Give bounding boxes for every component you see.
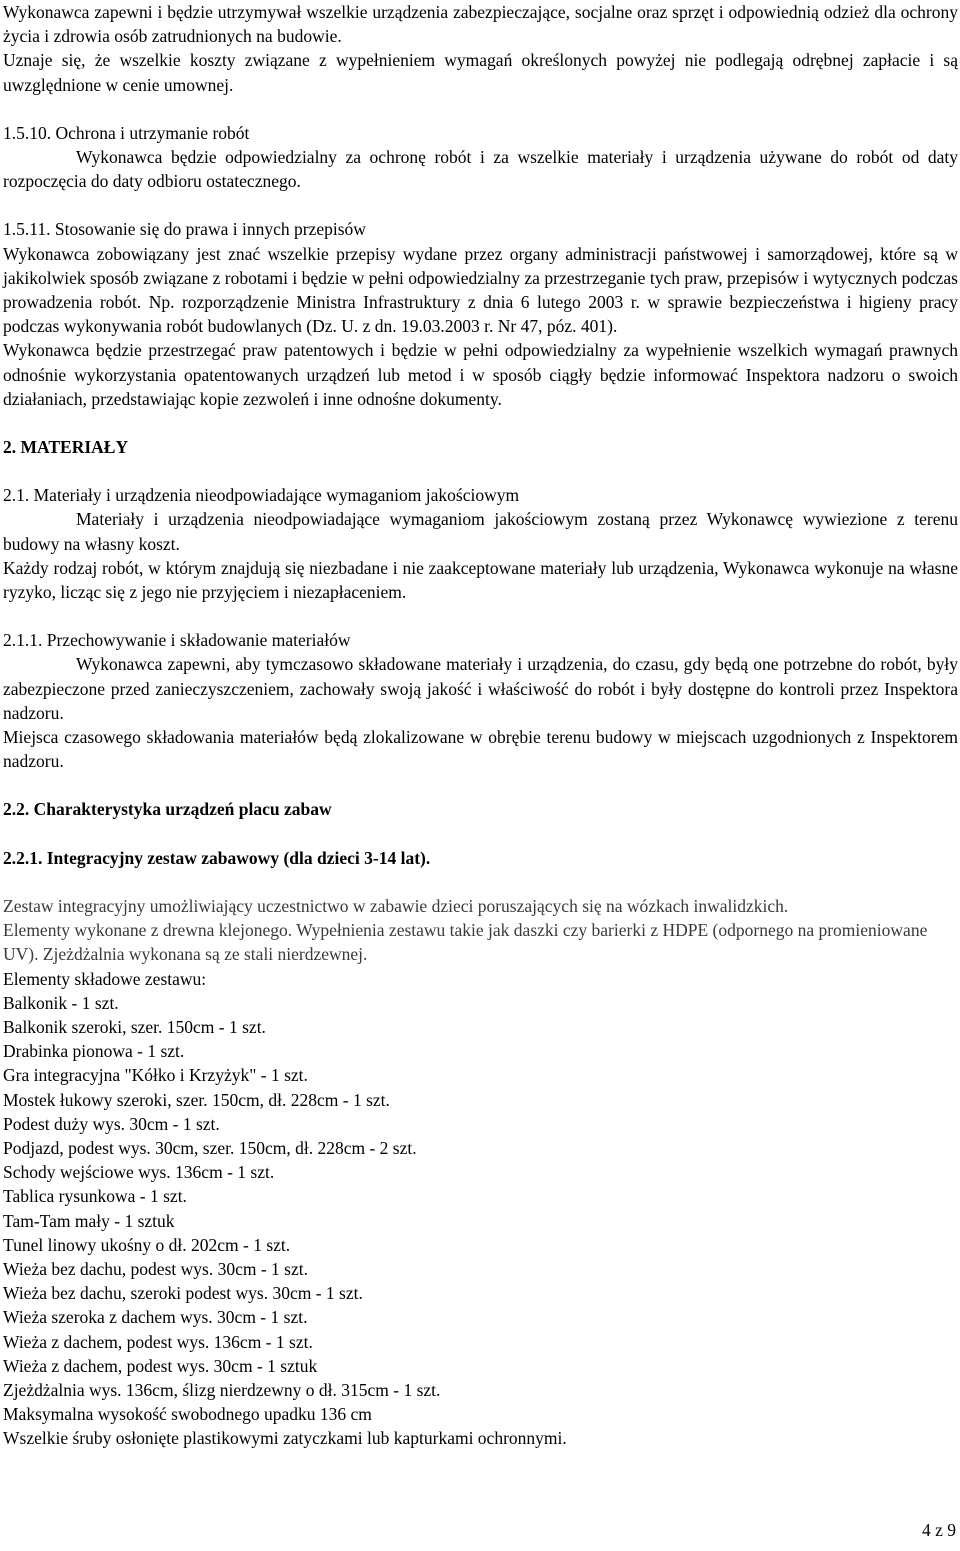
section-2-1-paragraph-2: Każdy rodzaj robót, w którym znajdują się niezbadane i nie zaakceptowane materiały lub urządzenia, Wykonawca wykonuje na własne ryzyko, licząc się z jego nie przyjęciem i niezapłaceniem. <box>3 557 958 603</box>
list-item: Mostek łukowy szeroki, szer. 150cm, dł. 228cm - 1 szt. <box>3 1089 390 1110</box>
set-description-2: Elementy wykonane z drewna klejonego. Wypełnienia zestawu takie jak daszki czy barierki z HDPE (odpornego na promieniowane UV). Zjeżdżalnia wykonana są ze stali nierdzewnej. <box>3 920 928 965</box>
list-item: Zjeżdżalnia wys. 136cm, ślizg nierdzewny o dł. 315cm - 1 szt. <box>3 1379 441 1400</box>
set-description-1: Zestaw integracyjny umożliwiający uczestnictwo w zabawie dzieci poruszających się na wózkach inwalidzkich. <box>3 895 789 916</box>
components-list-title: Elementy składowe zestawu: <box>3 968 207 989</box>
components-list <box>3 991 958 1451</box>
section-2-1-1-paragraph-2: Miejsca czasowego składowania materiałów będą zlokalizowane w obrębie terenu budowy w miejscach uzgodnionych z Inspektorem nadzoru. <box>3 727 958 772</box>
section-1-5-10-body: Wykonawca będzie odpowiedzialny za ochronę robót i za wszelkie materiały i urządzenia używane do robót od daty rozpoczęcia do daty odbioru ostatecznego. <box>3 147 958 192</box>
list-item: Balkonik - 1 szt. <box>3 992 119 1013</box>
document-page <box>3 0 958 1451</box>
intro-paragraph-costs: Uznaje się, że wszelkie koszty związane z wypełnieniem wymagań określonych powyżej nie podlegają odrębnej zapłacie i są uwzględnione w cenie umownej. <box>3 50 958 95</box>
section-1-5-10-heading: 1.5.10. Ochrona i utrzymanie robót <box>3 122 250 143</box>
list-item: Tablica rysunkowa - 1 szt. <box>3 1186 187 1207</box>
list-item: Wieża z dachem, podest wys. 30cm - 1 sztuk <box>3 1355 318 1376</box>
section-2-1-1-paragraph-1: Wykonawca zapewni, aby tymczasowo składowane materiały i urządzenia, do czasu, gdy będą one potrzebne do robót, były zabezpieczone przed zanieczyszczeniem, zachowały swoją jakość i właściwość do robót i były dostępne do kontroli przez Inspektora nadzoru. <box>3 654 958 723</box>
section-1-5-11-paragraph-1: Wykonawca zobowiązany jest znać wszelkie przepisy wydane przez organy administracji państwowej i samorządowej, które są w jakikolwiek sposób związane z robotami i będzie w pełni odpowiedzialny za przestrzeganie tych praw, przepisów i wytycznych podczas prowadzenia robót. Np. rozporządzenie Ministra Infrastruktury z dnia 6 lutego 2003 r. w sprawie bezpieczeństwa i higieny pracy podczas wykonywania robót budowlanych (Dz. U. z dn. 19.03.2003 r. Nr 47, póz. 401). <box>3 243 958 337</box>
list-item: Wieża bez dachu, szeroki podest wys. 30cm - 1 szt. <box>3 1283 363 1304</box>
section-2-2-heading: 2.2. Charakterystyka urządzeń placu zabaw <box>3 799 332 820</box>
section-2-1-heading: 2.1. Materiały i urządzenia nieodpowiadające wymaganiom jakościowym <box>3 485 520 506</box>
list-item: Wieża bez dachu, podest wys. 30cm - 1 szt. <box>3 1258 308 1279</box>
intro-paragraph-safety: Wykonawca zapewni i będzie utrzymywał wszelkie urządzenia zabezpieczające, socjalne oraz sprzęt i odpowiednią odzież dla ochrony życia i zdrowia osób zatrudnionych na budowie. <box>3 2 958 47</box>
list-item: Tam-Tam mały - 1 sztuk <box>3 1210 175 1231</box>
section-2-heading: 2. MATERIAŁY <box>3 437 129 458</box>
section-2-2-1-heading: 2.2.1. Integracyjny zestaw zabawowy (dla dzieci 3-14 lat). <box>3 847 431 868</box>
section-2-1-1-heading: 2.1.1. Przechowywanie i składowanie materiałów <box>3 630 351 651</box>
list-item: Podest duży wys. 30cm - 1 szt. <box>3 1113 220 1134</box>
list-item: Wieża z dachem, podest wys. 136cm - 1 szt. <box>3 1331 313 1352</box>
list-item: Drabinka pionowa - 1 szt. <box>3 1041 185 1062</box>
list-item: Schody wejściowe wys. 136cm - 1 szt. <box>3 1162 275 1183</box>
section-1-5-11-paragraph-2: Wykonawca będzie przestrzegać praw patentowych i będzie w pełni odpowiedzialny za wypełnienie wszelkich wymagań prawnych odnośnie wykorzystania opatentowanych urządzeń lub metod i w sposób ciągły będzie informować Inspektora nadzoru o swoich działaniach, przedstawiając kopie zezwoleń i inne odnośne dokumenty. <box>3 340 958 409</box>
list-item: Podjazd, podest wys. 30cm, szer. 150cm, dł. 228cm - 2 szt. <box>3 1137 417 1158</box>
section-1-5-11-heading: 1.5.11. Stosowanie się do prawa i innych przepisów <box>3 219 366 240</box>
list-item: Maksymalna wysokość swobodnego upadku 136 cm <box>3 1404 372 1425</box>
list-item: Balkonik szeroki, szer. 150cm - 1 szt. <box>3 1016 266 1037</box>
page-number: 4 z 9 <box>921 1520 956 1540</box>
list-item: Wieża szeroka z dachem wys. 30cm - 1 szt. <box>3 1307 308 1328</box>
list-item: Tunel linowy ukośny o dł. 202cm - 1 szt. <box>3 1234 291 1255</box>
list-item: Wszelkie śruby osłonięte plastikowymi zatyczkami lub kapturkami ochronnymi. <box>3 1428 567 1449</box>
list-item: Gra integracyjna "Kółko i Krzyżyk" - 1 szt. <box>3 1065 308 1086</box>
section-2-1-paragraph-1: Materiały i urządzenia nieodpowiadające wymaganiom jakościowym zostaną przez Wykonawcę wywiezione z terenu budowy na własny koszt. <box>3 509 958 554</box>
